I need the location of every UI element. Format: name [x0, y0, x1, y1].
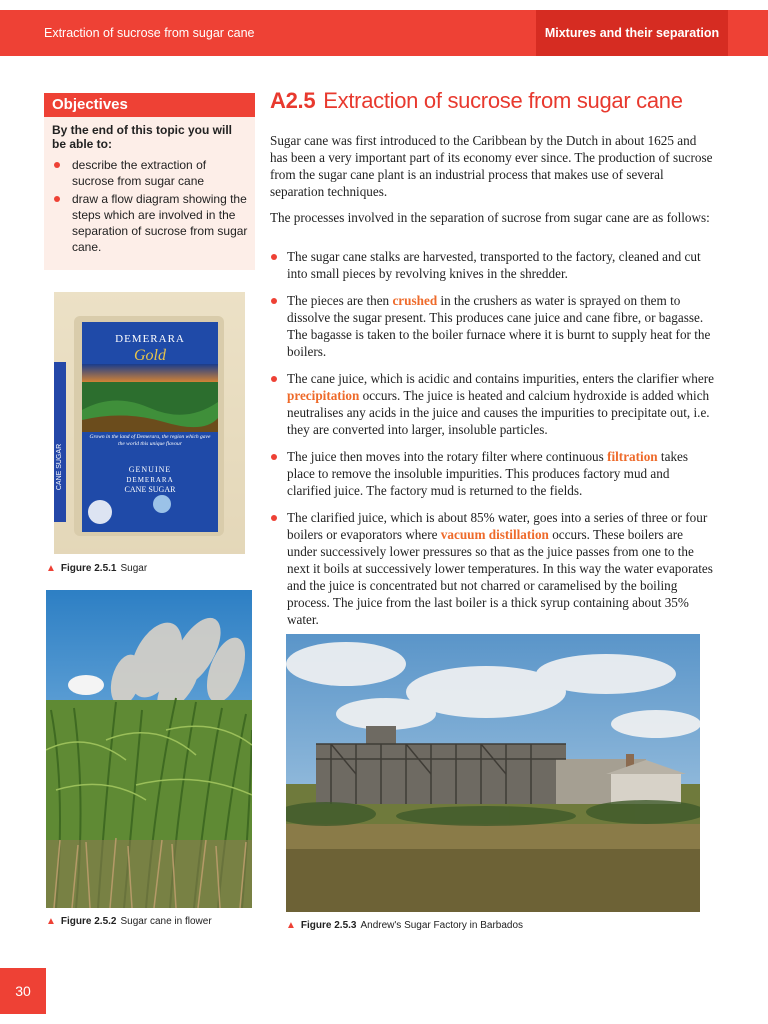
bullet-icon — [271, 254, 277, 260]
bullet-icon — [271, 515, 277, 521]
bullet-icon — [271, 298, 277, 304]
packet-line2: DEMERARA — [126, 476, 174, 484]
bullet-icon — [271, 454, 277, 460]
intro-paragraph: Sugar cane was first introduced to the Caribbean by the Dutch in about 1625 and has been a very important part of its economy ever since. The production of sucrose from the sugar cane plant is an industrial process that makes use of several separation techniques. — [270, 133, 713, 199]
packet-tagline: Grown in the land of Demerara, the region which gave the world this unique flavour — [89, 434, 211, 447]
header-chapter-title: Mixtures and their separation — [536, 10, 728, 56]
keyword-filtration: filtration — [607, 449, 658, 464]
page-title: A2.5 Extraction of sucrose from sugar cane — [270, 88, 683, 113]
packet-brand: DEMERARA — [115, 333, 185, 345]
objective-item: draw a flow diagram showing the steps which are involved in the separation of sucrose from sugar cane. — [72, 191, 249, 255]
process-steps-list — [270, 248, 716, 638]
section-number: A2.5 — [270, 88, 316, 113]
process-intro-paragraph: The processes involved in the separation of sucrose from sugar cane are as follows: — [270, 210, 710, 225]
process-step: The juice then moves into the rotary filter where continuous filtration takes place to remove the insoluble impurities. This produces factory mud and clarified juice. The factory mud is returned to the fields. — [270, 448, 716, 499]
objectives-heading: Objectives — [44, 93, 255, 117]
bullet-icon — [54, 196, 60, 202]
keyword-precipitation: precipitation — [287, 388, 360, 403]
sugar-cane-image — [46, 590, 252, 908]
objectives-intro: By the end of this topic you will be able to: — [52, 123, 233, 151]
process-step: The pieces are then crushed in the crushers as water is sprayed on them to dissolve the sugar present. This produces cane juice and cane fibre, or bagasse. The bagasse is taken to the boiler furnace where it is burnt to supply heat for the boilers. — [270, 292, 716, 360]
packet-name: Gold — [134, 347, 166, 364]
header-bar — [0, 10, 768, 56]
bullet-icon — [54, 162, 60, 168]
caption-triangle-icon: ▲ — [46, 916, 56, 927]
process-step: The clarified juice, which is about 85% water, goes into a series of three or four boilers or evaporators where vacuum distillation occurs. These boilers are under successively lower pressures so that as the juice passes from one to the next it boils at successively lower temperatures. In this way the water evaporates and the juice is concentrated but not charred or caramelised by the boiling process. The juice from the last boiler is a thick syrup containing about 35% water. — [270, 509, 716, 628]
sugar-packet-image — [54, 292, 245, 554]
keyword-crushed: crushed — [392, 293, 438, 308]
page-number: 30 — [0, 968, 46, 1014]
process-step: The sugar cane stalks are harvested, transported to the factory, cleaned and cut into small pieces by revolving knives in the shredder. — [270, 248, 716, 282]
caption-triangle-icon: ▲ — [46, 563, 56, 574]
figure-sugar-cane-photo — [46, 590, 252, 908]
sugar-factory-image — [286, 634, 700, 912]
packet-side-text: CANE SUGAR — [56, 443, 63, 491]
objective-item: describe the extraction of sucrose from sugar cane — [72, 157, 249, 189]
figure-sugar-photo — [54, 292, 245, 554]
objectives-list — [44, 157, 255, 255]
keyword-vacuum-distillation: vacuum distillation — [440, 527, 549, 542]
figure-sugar-factory-photo — [286, 634, 700, 912]
figure-caption-3: ▲ Figure 2.5.3 Andrew's Sugar Factory in Barbados — [286, 920, 524, 931]
bullet-icon — [271, 376, 277, 382]
header-topic-title: Extraction of sucrose from sugar cane — [44, 26, 255, 40]
packet-line3: CANE SUGAR — [124, 485, 176, 494]
figure-caption-1: ▲ Figure 2.5.1 Sugar — [46, 563, 148, 574]
figure-caption-2: ▲ Figure 2.5.2 Sugar cane in flower — [46, 916, 212, 927]
objectives-box — [44, 93, 255, 270]
process-step: The cane juice, which is acidic and contains impurities, enters the clarifier where precipitation occurs. The juice is heated and calcium hydroxide is added which neutralises any acids in the juice and causes the impurities to precipitate out, i.e. they are converted into larger, insoluble particles. — [270, 370, 716, 438]
caption-triangle-icon: ▲ — [286, 920, 296, 931]
packet-line1: GENUINE — [128, 465, 172, 474]
